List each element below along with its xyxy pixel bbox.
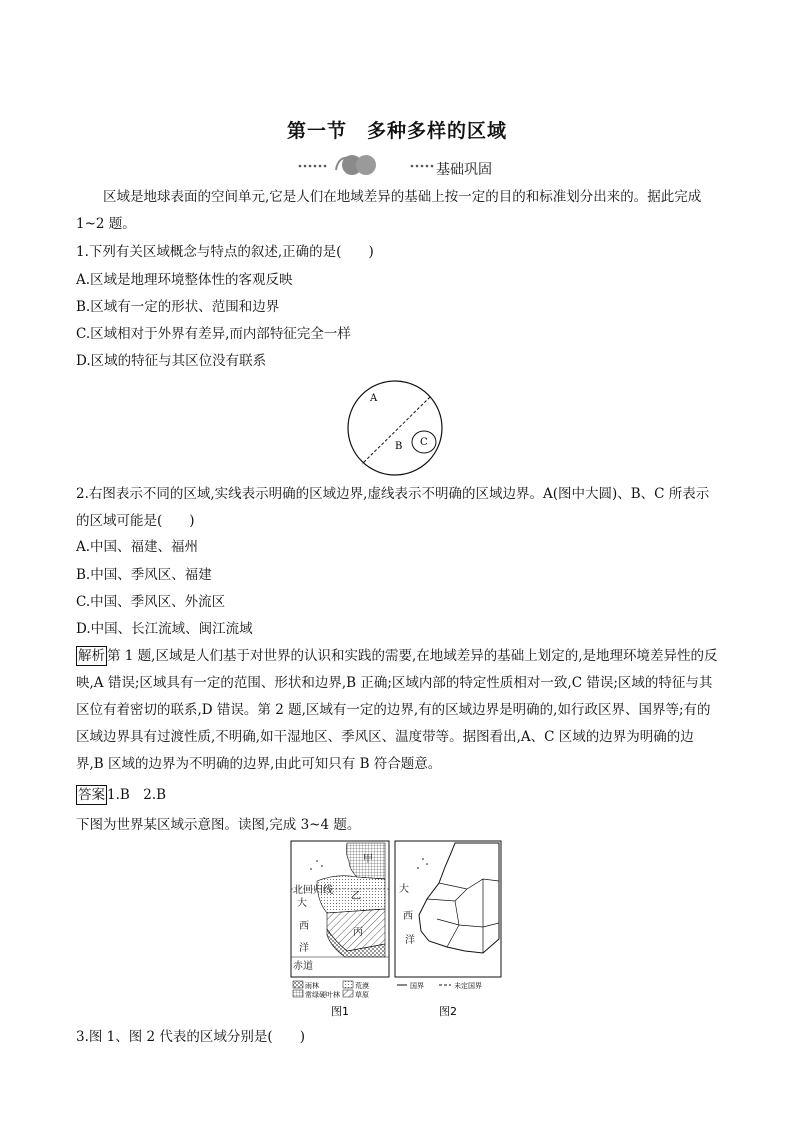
question-1-option-d: D.区域的特征与其区位没有联系 xyxy=(76,353,267,369)
map-1 xyxy=(291,841,389,977)
label-equator: 赤道 xyxy=(293,961,313,972)
map-2-legend xyxy=(397,981,482,990)
answer-text: 1.B 2.B xyxy=(107,787,167,803)
analysis-tag: 解析 xyxy=(78,648,105,664)
question-2-stem: 2.右图表示不同的区域,实线表示明确的区域边界,虚线表示不明确的区域边界。A(图中大圆)、B、C 所表示的区域可能是( ) xyxy=(76,486,710,529)
question-2-option-d: D.中国、长江流域、闽江流域 xyxy=(76,621,253,637)
intro-3-4: 下图为世界某区域示意图。读图,完成 3~4 题。 xyxy=(76,817,361,833)
analysis-text: 第 1 题,区域是人们基于对世界的认识和实践的需要,在地域差异的基础上划定的,是地理环境差异性的反映,A 错误;区域具有一定的范围、形状和边界,B 正确;区域内部的特定性质相对一致,C 错误;区域的特征与其区位有着密切的联系,D 错误。第 2 题,区域有一定的边界,有的区域边界是明确的,如行政区界、国界等;有的区域边界具有过渡性质,不明确,如干湿地区、季风区、温度带等。据图看出,A、C 区域的边界为明确的边界,B 区域的边界为不明确的边界,由此可知只有 B 符合题意。 xyxy=(76,648,718,772)
label-yi: 乙 xyxy=(351,891,361,902)
legend-rainforest: 雨林 xyxy=(305,982,319,990)
section-label: 基础巩固 xyxy=(436,162,492,178)
intro-paragraph: 区域是地球表面的空间单元,它是人们在地域差异的基础上按一定的目的和标准划分出来的。据此完成 1~2 题。 xyxy=(76,189,702,232)
question-2-option-c: C.中国、季风区、外流区 xyxy=(76,594,226,610)
question-1-stem: 1.下列有关区域概念与特点的叙述,正确的是( ) xyxy=(76,244,374,260)
legend-disputed: 未定国界 xyxy=(454,982,482,990)
dashed-boundary xyxy=(362,397,430,464)
label-ocean-1: 大 xyxy=(297,898,307,909)
page-title: 第一节 多种多样的区域 xyxy=(286,120,507,142)
question-2-option-a: A.中国、福建、福州 xyxy=(76,539,199,555)
question-3-stem: 3.图 1、图 2 代表的区域分别是( ) xyxy=(76,1029,305,1045)
map-1-caption: 图1 xyxy=(331,1005,349,1018)
analysis-block xyxy=(76,643,720,778)
map-2 xyxy=(395,841,501,977)
answer-block xyxy=(76,785,166,805)
map-2-caption: 图2 xyxy=(439,1005,457,1018)
label-c: C xyxy=(420,437,428,448)
label-b: B xyxy=(395,441,403,452)
label-ocean-1: 大 xyxy=(399,884,409,895)
label-ocean-2: 西 xyxy=(403,911,413,922)
legend-evergreen: 常绿硬叶林 xyxy=(305,991,340,999)
label-jia: 甲 xyxy=(363,854,373,865)
label-a: A xyxy=(370,393,378,404)
label-tropic: 北回归线 xyxy=(293,885,333,896)
label-ocean-3: 洋 xyxy=(299,943,309,954)
question-1-option-c: C.区域相对于外界有差异,而内部特征完全一样 xyxy=(76,326,351,342)
question-2-option-b: B.中国、季风区、福建 xyxy=(76,567,212,583)
legend-border: 国界 xyxy=(410,982,424,990)
label-ocean-3: 洋 xyxy=(405,935,415,946)
question-1-option-a: A.区域是地理环境整体性的客观反映 xyxy=(76,272,293,288)
region-circle-figure xyxy=(345,378,447,478)
label-bing: 丙 xyxy=(353,927,363,938)
map-1-legend xyxy=(293,981,369,999)
section-header xyxy=(296,152,516,178)
legend-grassland: 草原 xyxy=(355,991,369,999)
answer-tag: 答案 xyxy=(78,787,105,803)
legend-desert: 荒漠 xyxy=(355,982,369,990)
circle-a-outline xyxy=(348,381,442,475)
region-maps-figure xyxy=(287,839,507,1021)
label-ocean-2: 西 xyxy=(299,921,309,932)
question-1-option-b: B.区域有一定的形状、范围和边界 xyxy=(76,299,280,315)
